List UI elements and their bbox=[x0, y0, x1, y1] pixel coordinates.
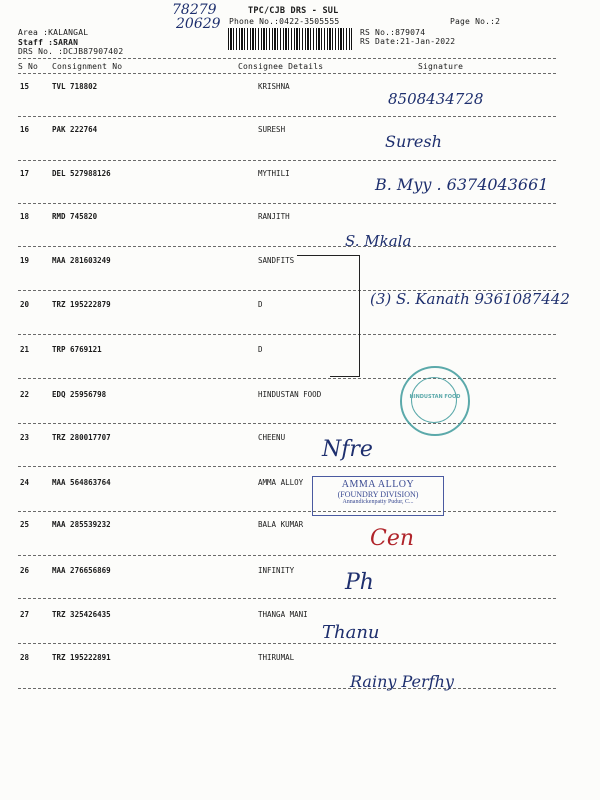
row-sno: 26 bbox=[20, 566, 30, 575]
col-header-consignee: Consignee Details bbox=[238, 62, 324, 71]
rs-number: RS No.:879074 bbox=[360, 28, 426, 37]
row-consignee: SURESH bbox=[258, 125, 286, 134]
col-header-sno: S No bbox=[18, 62, 39, 71]
row-divider bbox=[18, 688, 556, 689]
row-sno: 27 bbox=[20, 610, 30, 619]
row-consignee: MYTHILI bbox=[258, 169, 290, 178]
row-consignment: TVL 718802 bbox=[52, 82, 98, 91]
row-divider bbox=[18, 378, 556, 379]
col-header-consignment: Consignment No bbox=[52, 62, 123, 71]
row-consignee: THANGA MANI bbox=[258, 610, 308, 619]
row-sno: 19 bbox=[20, 256, 30, 265]
row-sno: 24 bbox=[20, 478, 30, 487]
rs-date: RS Date:21-Jan-2022 bbox=[360, 37, 456, 46]
bracket-bottom-stroke bbox=[330, 376, 360, 377]
signature: B. Myy . 6374043661 bbox=[375, 175, 549, 194]
phone-number: Phone No.:0422-3505555 bbox=[229, 17, 340, 26]
col-header-signature: Signature bbox=[418, 62, 464, 71]
row-consignment: PAK 222764 bbox=[52, 125, 98, 134]
row-sno: 15 bbox=[20, 82, 30, 91]
signature: (3) S. Kanath 9361087442 bbox=[370, 290, 570, 308]
row-sno: 18 bbox=[20, 212, 30, 221]
row-consignment: TRZ 280017707 bbox=[52, 433, 111, 442]
row-consignment: TRZ 195222891 bbox=[52, 653, 111, 662]
row-divider bbox=[18, 116, 556, 117]
area-label: Area :KALANGAL bbox=[18, 28, 89, 37]
bracket-top-stroke bbox=[297, 255, 359, 256]
signature: Ph bbox=[345, 570, 374, 595]
row-divider bbox=[18, 246, 556, 247]
signature: Cen bbox=[370, 526, 415, 551]
row-consignee: CHEENU bbox=[258, 433, 286, 442]
row-sno: 16 bbox=[20, 125, 30, 134]
row-divider bbox=[18, 334, 556, 335]
row-divider bbox=[18, 598, 556, 599]
row-consignee: RANJITH bbox=[258, 212, 290, 221]
signature: Suresh bbox=[385, 132, 442, 151]
row-divider bbox=[18, 466, 556, 467]
row-divider bbox=[18, 423, 556, 424]
signature: 8508434728 bbox=[388, 90, 484, 108]
row-consignment: DEL 527988126 bbox=[52, 169, 111, 178]
barcode bbox=[228, 28, 352, 50]
row-consignee: INFINITY bbox=[258, 566, 295, 575]
row-consignee: THIRUMAL bbox=[258, 653, 295, 662]
row-consignee: SANDFITS bbox=[258, 256, 295, 265]
row-consignee: D bbox=[258, 345, 263, 354]
staff-label: Staff :SARAN bbox=[18, 38, 79, 47]
hindustan-food-stamp: HINDUSTAN FOOD bbox=[400, 366, 470, 436]
row-consignment: MAA 281603249 bbox=[52, 256, 111, 265]
signature: Thanu bbox=[322, 622, 380, 643]
row-consignee: KRISHNA bbox=[258, 82, 290, 91]
row-consignment: RMD 745820 bbox=[52, 212, 98, 221]
header-rule-top bbox=[18, 58, 556, 59]
row-consignee: BALA KUMAR bbox=[258, 520, 304, 529]
row-sno: 21 bbox=[20, 345, 30, 354]
row-consignee: AMMA ALLOY bbox=[258, 478, 304, 487]
row-sno: 25 bbox=[20, 520, 30, 529]
row-divider bbox=[18, 511, 556, 512]
handwritten-number-1: 78279 bbox=[172, 2, 217, 18]
row-consignee: HINDUSTAN FOOD bbox=[258, 390, 322, 399]
row-divider bbox=[18, 203, 556, 204]
row-consignment: TRZ 195222879 bbox=[52, 300, 111, 309]
row-sno: 28 bbox=[20, 653, 30, 662]
row-consignment: MAA 564863764 bbox=[52, 478, 111, 487]
signature: Nfre bbox=[322, 437, 373, 462]
row-divider bbox=[18, 160, 556, 161]
row-sno: 23 bbox=[20, 433, 30, 442]
row-sno: 22 bbox=[20, 390, 30, 399]
row-consignment: MAA 285539232 bbox=[52, 520, 111, 529]
row-consignment: TRZ 325426435 bbox=[52, 610, 111, 619]
signature: Rainy Perfhy bbox=[350, 672, 454, 691]
row-divider bbox=[18, 555, 556, 556]
handwritten-number-2: 20629 bbox=[176, 16, 221, 32]
row-consignment: TRP 6769121 bbox=[52, 345, 102, 354]
row-sno: 17 bbox=[20, 169, 30, 178]
grouping-bracket bbox=[349, 255, 360, 377]
page-number: Page No.:2 bbox=[450, 17, 501, 26]
drs-number: DRS No. :DCJB87907402 bbox=[18, 47, 124, 56]
row-consignment: MAA 276656869 bbox=[52, 566, 111, 575]
signature: S. Mkala bbox=[345, 232, 412, 250]
header-rule-bottom bbox=[18, 73, 556, 74]
amma-alloy-stamp: AMMA ALLOY (FOUNDRY DIVISION) Annandickenpatty Pudur, C... bbox=[312, 476, 444, 516]
sheet-title: TPC/CJB DRS - SUL bbox=[248, 6, 339, 16]
row-sno: 20 bbox=[20, 300, 30, 309]
row-divider bbox=[18, 643, 556, 644]
row-consignment: EDQ 25956798 bbox=[52, 390, 107, 399]
row-consignee: D bbox=[258, 300, 263, 309]
